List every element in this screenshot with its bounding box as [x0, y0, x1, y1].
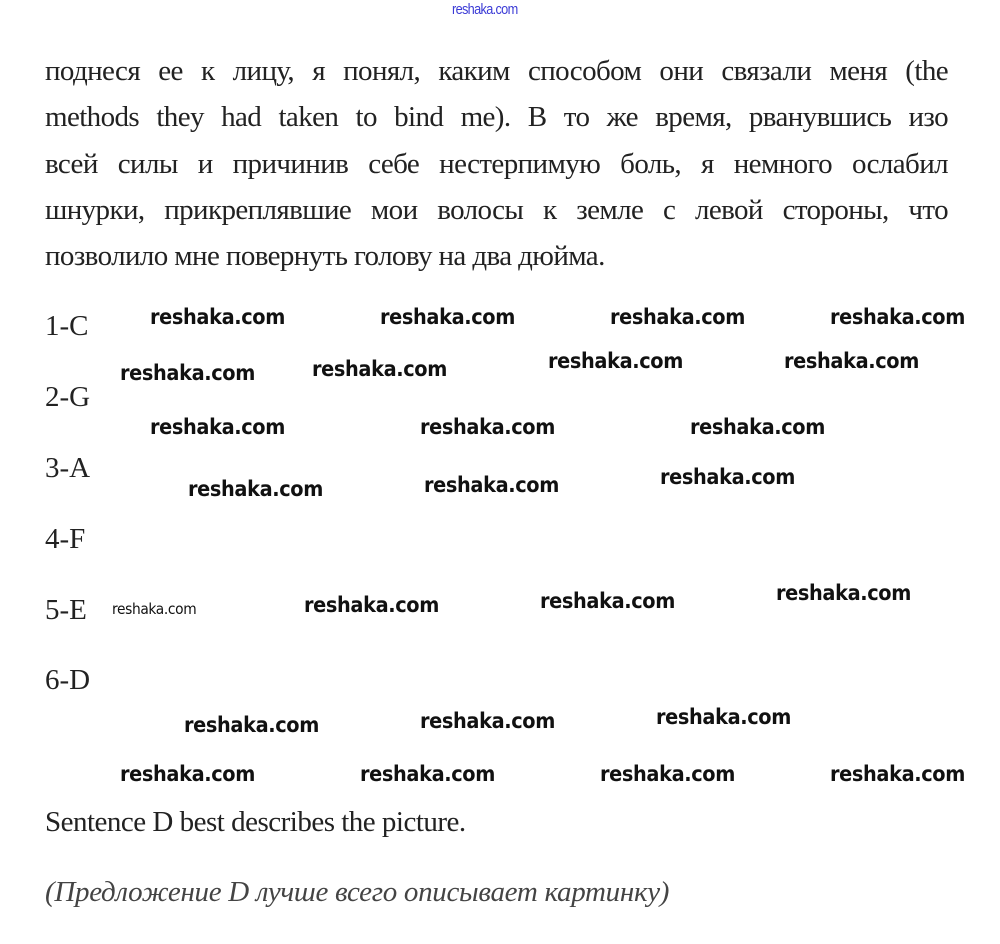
- watermark: reshaka.com: [776, 581, 911, 605]
- watermark: reshaka.com: [690, 415, 825, 439]
- watermark: reshaka.com: [312, 357, 447, 381]
- paragraph-line: поднеся ее к лицу, я понял, каким способом они связали меня (the: [45, 55, 948, 87]
- conclusion-translation: (Предложение D лучше всего описывает картинку): [45, 876, 670, 908]
- paragraph-line: позволило мне повернуть голову на два дюйма.: [45, 240, 605, 272]
- watermark: reshaka.com: [120, 762, 255, 786]
- watermark: reshaka.com: [656, 705, 791, 729]
- watermark: reshaka.com: [540, 589, 675, 613]
- watermark: reshaka.com: [112, 600, 197, 618]
- paragraph-line: шнурки, прикреплявшие мои волосы к земле с левой стороны, что: [45, 194, 948, 226]
- conclusion-sentence: Sentence D best describes the picture.: [45, 806, 466, 838]
- watermark: reshaka.com: [184, 713, 319, 737]
- answer-item: 1-C: [45, 310, 89, 342]
- watermark: reshaka.com: [600, 762, 735, 786]
- watermark: reshaka.com: [548, 349, 683, 373]
- watermark: reshaka.com: [360, 762, 495, 786]
- answer-item: 5-E: [45, 594, 87, 626]
- watermark: reshaka.com: [610, 305, 745, 329]
- site-link[interactable]: reshaka.com: [452, 1, 518, 18]
- answer-item: 3-A: [45, 452, 91, 484]
- watermark: reshaka.com: [660, 465, 795, 489]
- watermark: reshaka.com: [784, 349, 919, 373]
- answer-item: 4-F: [45, 523, 86, 555]
- watermark: reshaka.com: [830, 305, 965, 329]
- watermark: reshaka.com: [120, 361, 255, 385]
- watermark: reshaka.com: [420, 709, 555, 733]
- paragraph-line: methods they had taken to bind me). В то же время, рванувшись изо: [45, 101, 948, 133]
- paragraph-line: всей силы и причинив себе нестерпимую боль, я немного ослабил: [45, 148, 948, 180]
- answer-item: 6-D: [45, 664, 91, 696]
- watermark: reshaka.com: [188, 477, 323, 501]
- watermark: reshaka.com: [304, 593, 439, 617]
- watermark: reshaka.com: [424, 473, 559, 497]
- watermark: reshaka.com: [420, 415, 555, 439]
- watermark: reshaka.com: [150, 415, 285, 439]
- watermark: reshaka.com: [830, 762, 965, 786]
- answer-item: 2-G: [45, 381, 91, 413]
- watermark: reshaka.com: [150, 305, 285, 329]
- watermark: reshaka.com: [380, 305, 515, 329]
